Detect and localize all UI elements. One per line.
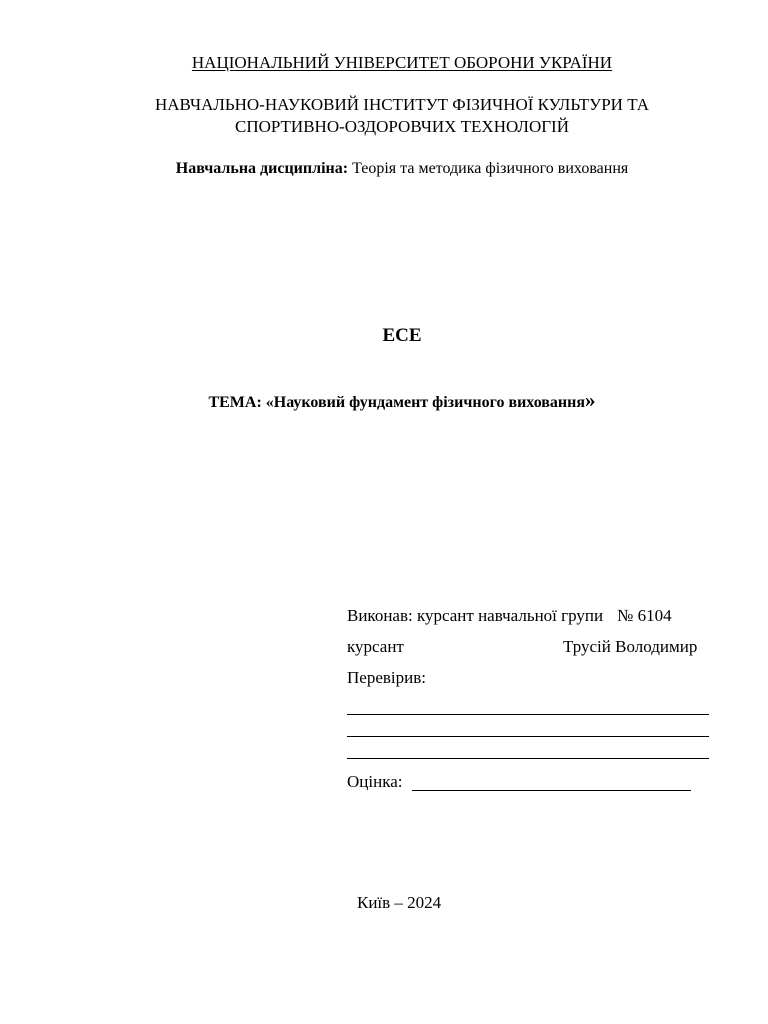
student-name: Трусій Володимир xyxy=(563,637,698,656)
grade-line xyxy=(412,790,691,791)
institute-name-line-2: СПОРТИВНО-ОЗДОРОВЧИХ ТЕХНОЛОГІЙ xyxy=(234,117,569,136)
reviewer-line-1 xyxy=(347,714,709,715)
performed-by-label: Виконав: курсант навчальної групи xyxy=(347,606,604,625)
document-type-title: ЕСЕ xyxy=(382,325,422,346)
discipline xyxy=(0,158,768,180)
discipline-label: Навчальна дисципліна: xyxy=(175,160,349,177)
topic-close-quote: » xyxy=(585,388,596,412)
grade-label: Оцінка: xyxy=(347,772,403,791)
checked-by-label: Перевірив: xyxy=(347,668,426,687)
reviewer-line-2 xyxy=(347,736,709,737)
essay-topic xyxy=(0,389,768,414)
student-rank: курсант xyxy=(347,637,404,656)
topic-text: ТЕМА: «Науковий фундамент фізичного виховання xyxy=(208,394,586,411)
performed-by xyxy=(347,605,709,627)
university-name: НАЦІОНАЛЬНИЙ УНІВЕРСИТЕТ ОБОРОНИ УКРАЇНИ xyxy=(191,53,613,72)
student-row xyxy=(347,636,709,658)
institute-name-line-1: НАВЧАЛЬНО-НАУКОВИЙ ІНСТИТУТ ФІЗИЧНОЇ КУЛЬТУРИ ТА xyxy=(154,95,650,114)
discipline-value: Теорія та методика фізичного виховання xyxy=(348,160,629,177)
reviewer-line-3 xyxy=(347,758,709,759)
city-year: Київ – 2024 xyxy=(357,893,442,912)
group-number: № 6104 xyxy=(617,606,672,625)
